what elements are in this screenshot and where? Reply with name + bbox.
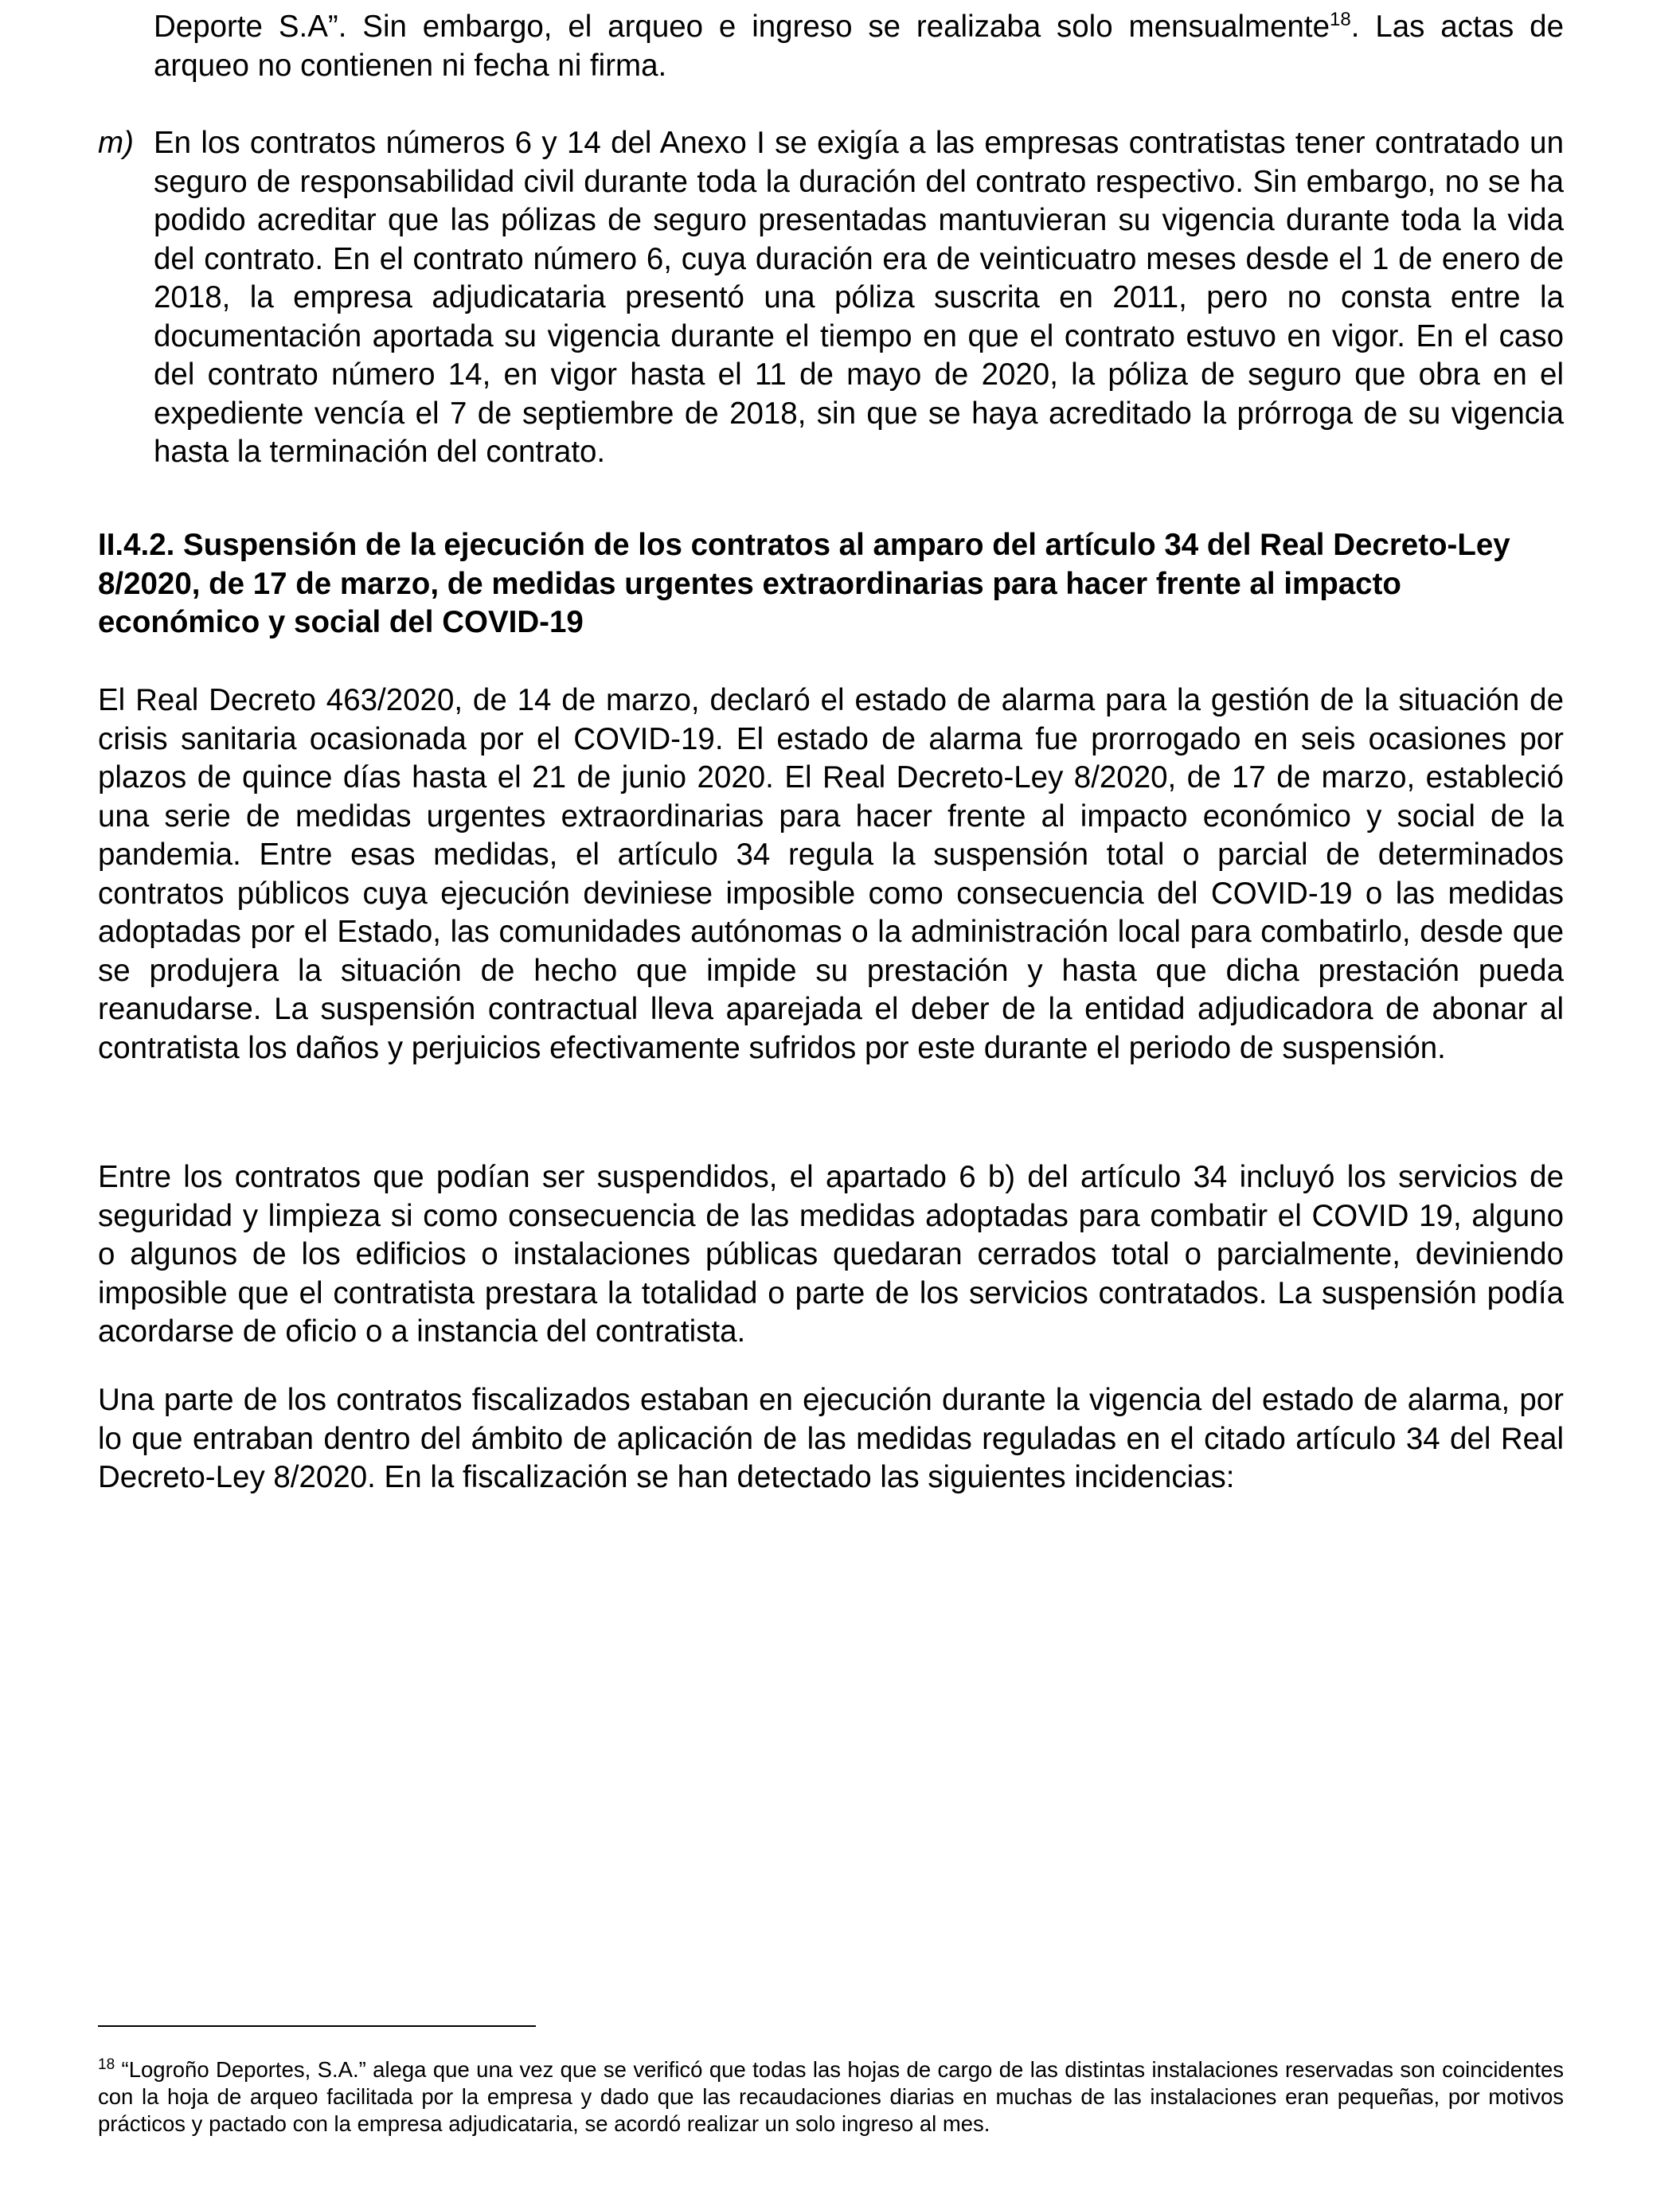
body-paragraph-2: Entre los contratos que podían ser suspendidos, el apartado 6 b) del artículo 34 incluyó los servicios de seguridad y limpieza si como consecuencia de las medidas adoptadas para combatir el COVID 19, alguno o algunos de los edificios o instalaciones públicas quedaran cerrados total o parcialmente, deviniendo imposible que el contratista prestara la totalidad o parte de los servicios contratados. La suspensión podía acordarse de oficio o a instancia del contratista.	[98, 1160, 1564, 1349]
continuation-text-start: Deporte S.A”. Sin embargo, el arqueo e ingreso se realizaba solo mensualmente	[154, 10, 1330, 44]
footnote-separator	[98, 2025, 536, 2027]
footnote-reference[interactable]: 18	[1330, 9, 1351, 31]
footnote-text: “Logroño Deportes, S.A.” alega que una vez que se verificó que todas las hojas de cargo de las distintas instalaciones reservadas son coincidentes con la hoja de arqueo facilitada por la empresa y dado que las recaudaciones diarias en muchas de las instalaciones eran pequeñas, por motivos prácticos y pactado con la empresa adjudicataria, se acordó realizar un solo ingreso al mes.	[98, 2057, 1564, 2136]
section-title: Suspensión de la ejecución de los contratos al amparo del artículo 34 del Real Decreto-Ley 8/2020, de 17 de marzo, de medidas urgentes extraordinarias para hacer frente al impacto económico y social del COVID-19	[98, 528, 1510, 639]
list-item-text: En los contratos números 6 y 14 del Anexo I se exigía a las empresas contratistas tener contratado un seguro de responsabilidad civil durante toda la duración del contrato respectivo. Sin embargo, no se ha podido acreditar que las pólizas de seguro presentadas mantuvieran su vigencia durante toda la vida del contrato. En el contrato número 6, cuya duración era de veinticuatro meses desde el 1 de enero de 2018, la empresa adjudicataria presentó una póliza suscrita en 2011, pero no consta entre la documentación aportada su vigencia durante el tiempo en que el contrato estuvo en vigor. En el caso del contrato número 14, en vigor hasta el 11 de mayo de 2020, la póliza de seguro que obra en el expediente vencía el 7 de septiembre de 2018, sin que se haya acreditado la prórroga de su vigencia hasta la terminación del contrato.	[154, 126, 1564, 469]
footnote	[98, 2056, 1564, 2138]
footnote-marker: 18	[98, 2056, 115, 2073]
list-item-label: m)	[98, 126, 134, 160]
continuation-paragraph	[154, 8, 1564, 85]
body-paragraph-1: El Real Decreto 463/2020, de 14 de marzo, declaró el estado de alarma para la gestión de la situación de crisis sanitaria ocasionada por el COVID-19. El estado de alarma fue prorrogado en seis ocasiones por plazos de quince días hasta el 21 de junio 2020. El Real Decreto-Ley 8/2020, de 17 de marzo, estableció una serie de medidas urgentes extraordinarias para hacer frente al impacto económico y social de la pandemia. Entre esas medidas, el artículo 34 regula la suspensión total o parcial de determinados contratos públicos cuya ejecución deviniese imposible como consecuencia del COVID-19 o las medidas adoptadas por el Estado, las comunidades autónomas o la administración local para combatirlo, desde que se produjera la situación de hecho que impide su prestación y hasta que dicha prestación pueda reanudarse. La suspensión contractual lleva aparejada el deber de la entidad adjudicadora de abonar al contratista los daños y perjuicios efectivamente sufridos por este durante el periodo de suspensión.	[98, 683, 1564, 1065]
section-number: II.4.2.	[98, 528, 175, 562]
body-paragraph-3: Una parte de los contratos fiscalizados estaban en ejecución durante la vigencia del estado de alarma, por lo que entraban dentro del ámbito de aplicación de las medidas reguladas en el citado artículo 34 del Real Decreto-Ley 8/2020. En la fiscalización se han detectado las siguientes incidencias:	[98, 1383, 1564, 1494]
continuation-text-end: . Las actas de arqueo no contienen ni fecha ni firma.	[154, 10, 1564, 83]
section-heading	[98, 526, 1564, 642]
